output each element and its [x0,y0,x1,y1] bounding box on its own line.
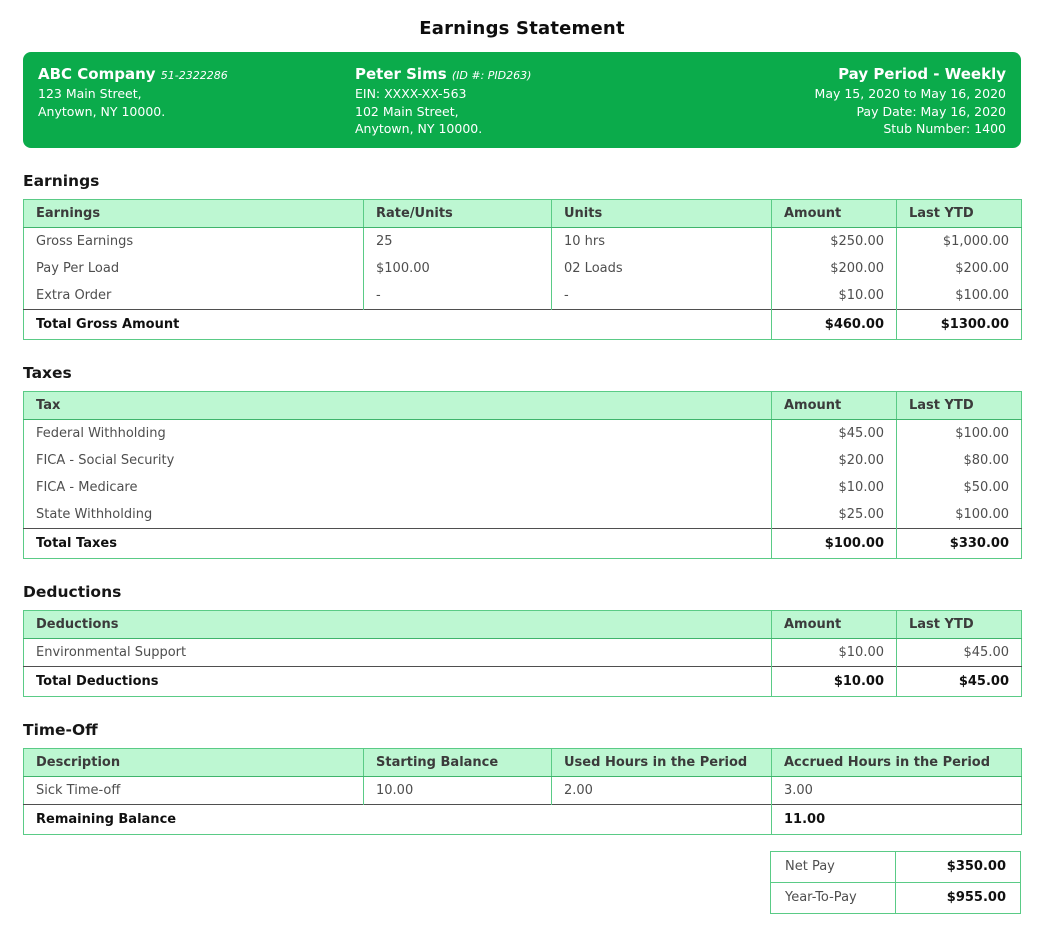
taxes-total-label: Total Taxes [24,529,772,559]
earnings-header-row [24,200,1022,228]
deductions-total-label: Total Deductions [24,667,772,697]
earnings-cell-amount: $200.00 [772,255,897,282]
earnings-cell-ytd: $1,000.00 [897,228,1022,256]
company-name-line [38,65,355,85]
deductions-section-heading: Deductions [23,583,122,601]
tax-cell-name: Federal Withholding [36,426,166,441]
deductions-total-row [24,667,1022,697]
taxes-row [24,474,1022,501]
employee-ein: EIN: XXXX-XX-563 [355,86,467,101]
page-title: Earnings Statement [419,18,625,39]
tax-cell-name: FICA - Social Security [36,453,175,468]
ytd-pay-label: Year-To-Pay [771,883,896,914]
earnings-row [24,282,1022,310]
earnings-total-row [24,310,1022,340]
tax-cell-amount: $25.00 [772,501,897,529]
timeoff-total-label: Remaining Balance [24,805,772,835]
taxes-section-heading: Taxes [23,364,72,382]
employee-name: Peter Sims [355,65,447,83]
earnings-row [24,255,1022,282]
deductions-col-deductions: Deductions [24,611,772,639]
company-address-line1: 123 Main Street, [38,86,142,101]
earnings-col-earnings: Earnings [24,200,364,228]
tax-cell-ytd: $100.00 [897,501,1022,529]
tax-cell-name: State Withholding [36,507,153,522]
taxes-total-amount: $100.00 [772,529,897,559]
timeoff-total-value: 11.00 [772,805,1022,835]
timeoff-cell-accrued-hours: 3.00 [772,777,1022,805]
timeoff-total-row [24,805,1022,835]
timeoff-cell-description: Sick Time-off [36,783,121,798]
net-pay-label: Net Pay [785,859,835,874]
ytd-pay-value: $955.00 [896,883,1021,914]
earnings-total-amount: $460.00 [772,310,897,340]
tax-cell-ytd: $100.00 [897,420,1022,448]
earnings-cell-units: 02 Loads [552,255,772,282]
employee-name-line [355,65,746,85]
earnings-total-label: Total Gross Amount [24,310,772,340]
earnings-col-amount: Amount [772,200,897,228]
timeoff-cell-starting-balance: 10.00 [364,777,552,805]
earnings-cell-rate: - [364,282,552,310]
earnings-cell-name: Extra Order [36,288,112,303]
tax-cell-amount: $20.00 [772,447,897,474]
timeoff-section-heading: Time-Off [23,721,98,739]
earnings-cell-amount: $250.00 [772,228,897,256]
deductions-col-last-ytd: Last YTD [897,611,1022,639]
deductions-row [24,639,1022,667]
earnings-total-ytd: $1300.00 [897,310,1022,340]
deduction-cell-ytd: $45.00 [897,639,1022,667]
earnings-cell-name: Pay Per Load [36,261,120,276]
earnings-cell-amount: $10.00 [772,282,897,310]
deductions-table [23,610,1022,697]
earnings-section-heading: Earnings [23,172,100,190]
taxes-total-ytd: $330.00 [897,529,1022,559]
taxes-row [24,420,1022,448]
statement-header-band [23,52,1021,148]
deductions-header-row [24,611,1022,639]
deductions-total-ytd: $45.00 [897,667,1022,697]
taxes-row [24,501,1022,529]
pay-summary-table [770,851,1021,914]
taxes-col-tax: Tax [24,392,772,420]
pay-summary-wrap [23,851,1021,914]
earnings-col-units: Units [552,200,772,228]
net-pay-value: $350.00 [896,852,1021,883]
taxes-col-last-ytd: Last YTD [897,392,1022,420]
timeoff-row [24,777,1022,805]
stub-number: Stub Number: 1400 [883,121,1006,136]
tax-cell-name: FICA - Medicare [36,480,138,495]
earnings-cell-ytd: $100.00 [897,282,1022,310]
timeoff-col-used-hours: Used Hours in the Period [552,749,772,777]
pay-period-label: Pay Period - Weekly [838,65,1006,83]
company-address-line2: Anytown, NY 10000. [38,103,166,119]
ytd-pay-row [771,883,1021,914]
earnings-cell-units: - [552,282,772,310]
deduction-cell-name: Environmental Support [36,645,187,660]
pay-period-range: May 15, 2020 to May 16, 2020 [814,86,1006,101]
taxes-header-row [24,392,1022,420]
taxes-total-row [24,529,1022,559]
tax-cell-amount: $45.00 [772,420,897,448]
employee-address-line1: 102 Main Street, [355,103,459,119]
pay-period-info [746,65,1006,138]
earnings-cell-rate: $100.00 [364,255,552,282]
tax-cell-ytd: $50.00 [897,474,1022,501]
net-pay-row [771,852,1021,883]
earnings-table [23,199,1022,340]
deduction-cell-amount: $10.00 [772,639,897,667]
employee-info [355,65,746,138]
earnings-cell-name: Gross Earnings [36,234,134,249]
earnings-cell-rate: 25 [364,228,552,256]
timeoff-col-accrued-hours: Accrued Hours in the Period [772,749,1022,777]
earnings-row [24,228,1022,256]
employee-address-line2: Anytown, NY 10000. [355,121,483,136]
timeoff-col-description: Description [24,749,364,777]
timeoff-table [23,748,1022,835]
company-tax-id: 51-2322286 [160,69,228,82]
timeoff-col-starting-balance: Starting Balance [364,749,552,777]
taxes-table [23,391,1022,559]
earnings-cell-units: 10 hrs [552,228,772,256]
company-info [38,65,355,120]
tax-cell-ytd: $80.00 [897,447,1022,474]
earnings-cell-ytd: $200.00 [897,255,1022,282]
employee-id: (ID #: PID263) [451,69,532,82]
pay-date: Pay Date: May 16, 2020 [856,103,1006,119]
deductions-col-amount: Amount [772,611,897,639]
timeoff-header-row [24,749,1022,777]
taxes-row [24,447,1022,474]
earnings-col-last-ytd: Last YTD [897,200,1022,228]
timeoff-cell-used-hours: 2.00 [552,777,772,805]
tax-cell-amount: $10.00 [772,474,897,501]
company-name: ABC Company [38,65,156,83]
earnings-col-rate-units: Rate/Units [364,200,552,228]
taxes-col-amount: Amount [772,392,897,420]
deductions-total-amount: $10.00 [772,667,897,697]
